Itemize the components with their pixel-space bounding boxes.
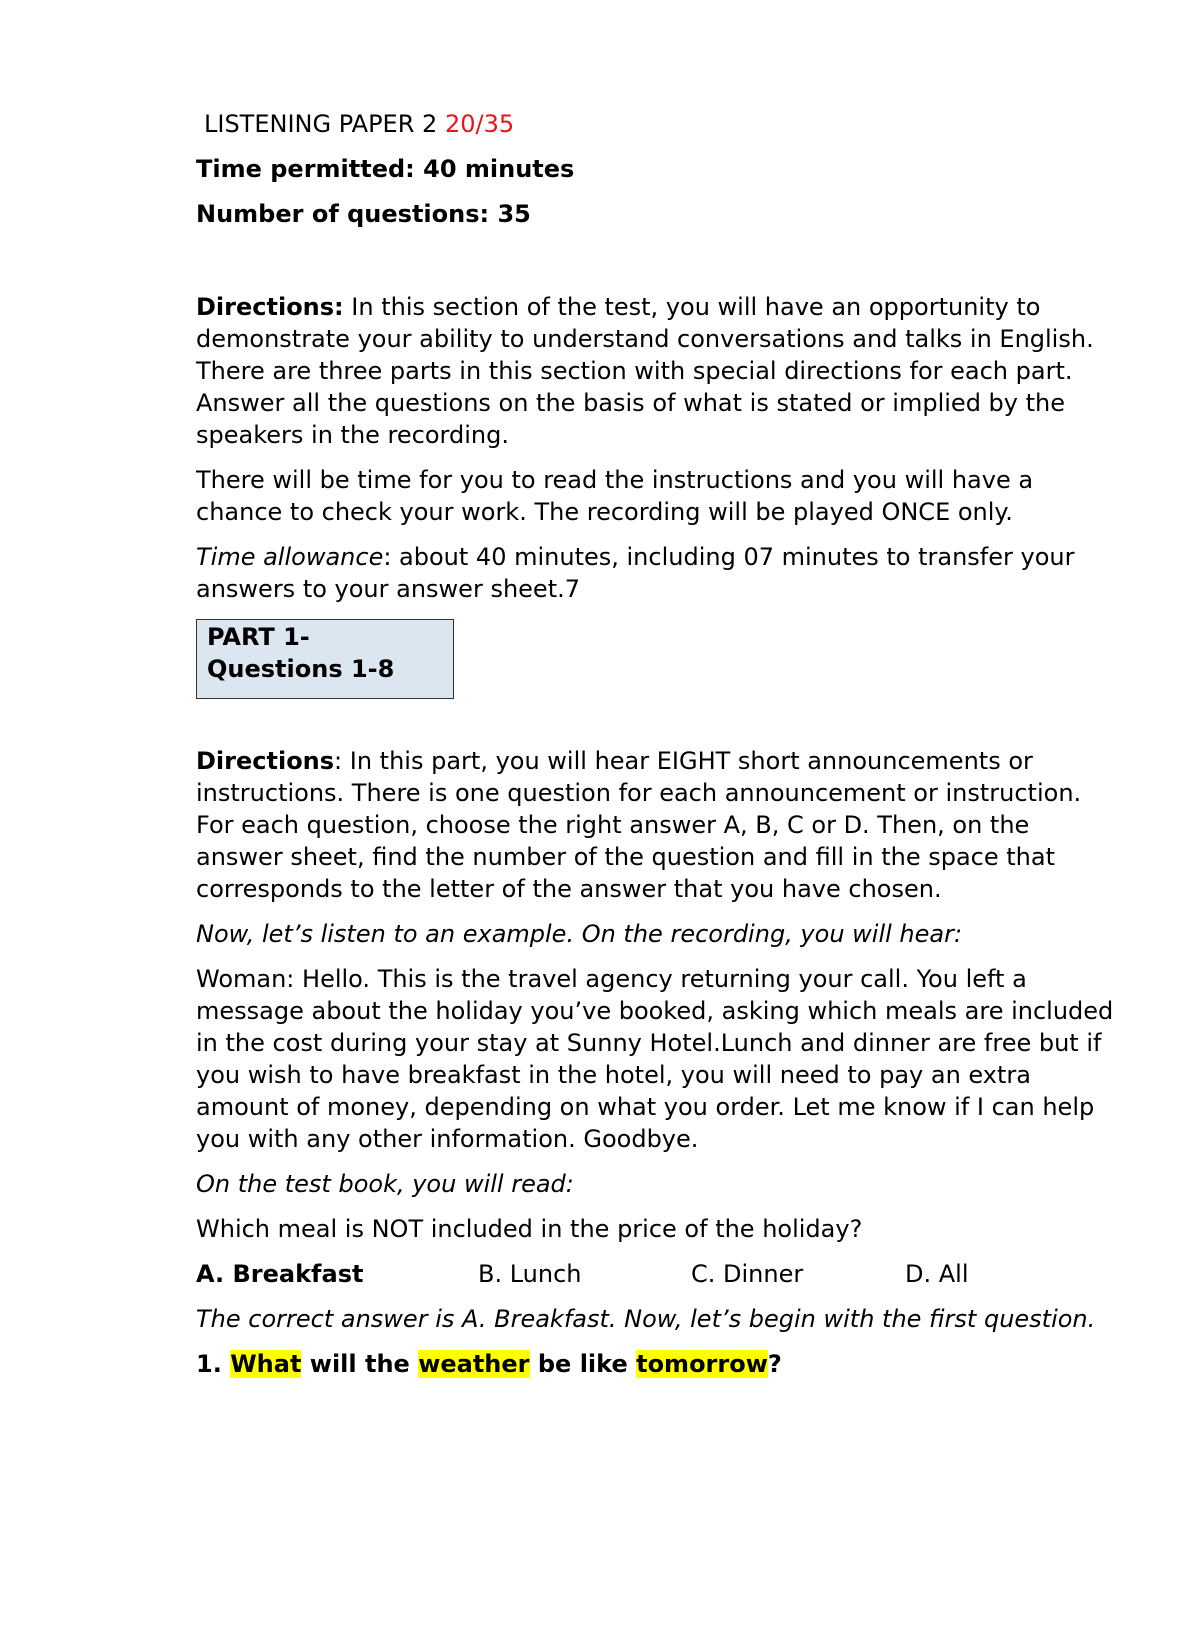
q1-question-mark: ? (767, 1350, 782, 1378)
example-intro: Now, let’s listen to an example. On the recording, you will hear: (196, 920, 963, 948)
part1-questions-range: Questions 1-8 (207, 655, 395, 683)
part1-heading: PART 1- (207, 623, 310, 651)
time-permitted: Time permitted: 40 minutes (196, 155, 575, 183)
part1-directions (196, 745, 1116, 905)
part1-directions-text: : In this part, you will hear EIGHT short announcements or instructions. There is one question for each announcement or instruction. For each question, choose the right answer A, B, C or D. Then, on the answer sheet, find the number of the question and fill in the space that corresponds to the letter of the answer that you have chosen. (196, 747, 1082, 903)
highlight-what: What (230, 1350, 302, 1378)
highlight-weather: weather (418, 1350, 530, 1378)
example-question: Which meal is NOT included in the price of the holiday? (196, 1215, 863, 1243)
title-text: LISTENING PAPER 2 (204, 110, 438, 138)
question-1 (196, 1348, 1116, 1380)
option-b: B. Lunch (478, 1260, 582, 1288)
q1-text-b: be like (537, 1350, 628, 1378)
paper-title (204, 108, 1116, 140)
directions-text: In this section of the test, you will have an opportunity to demonstrate your ability to understand conversations and talks in English. There are three parts in this section with special directions for each part. Answer all the questions on the basis of what is stated or implied by the speakers in the recording. (196, 293, 1094, 449)
example-options (196, 1258, 1116, 1290)
time-allowance-paragraph (196, 541, 1116, 605)
q1-text-a: will the (309, 1350, 410, 1378)
question-1-number: 1. (196, 1350, 222, 1378)
time-allowance-label: Time allowance (196, 543, 384, 571)
test-book-intro: On the test book, you will read: (196, 1170, 574, 1198)
directions-label: Directions: (196, 293, 344, 321)
example-transcript: Woman: Hello. This is the travel agency returning your call. You left a message about the holiday you’ve booked, asking which meals are included in the cost during your stay at Sunny Hotel.Lunch and dinner are free but if you wish to have breakfast in the hotel, you will need to pay an extra amount of money, depending on what you order. Let me know if I can help you with any other information. Goodbye. (196, 965, 1114, 1153)
directions-paragraph (196, 291, 1116, 451)
number-of-questions: Number of questions: 35 (196, 200, 531, 228)
option-c: C. Dinner (691, 1260, 804, 1288)
document-content (196, 108, 1116, 1380)
instructions-paragraph: There will be time for you to read the instructions and you will have a chance to check your work. The recording will be played ONCE only. (196, 466, 1034, 526)
time-allowance-text: : about 40 minutes, including 07 minutes to transfer your answers to your answer sheet.7 (196, 543, 1075, 603)
option-d: D. All (905, 1260, 969, 1288)
correct-answer-note: The correct answer is A. Breakfast. Now, let’s begin with the first question. (196, 1305, 1096, 1333)
part1-heading-box (196, 619, 454, 699)
highlight-tomorrow: tomorrow (636, 1350, 768, 1378)
option-a: A. Breakfast (196, 1260, 364, 1288)
score: 20/35 (444, 110, 515, 138)
part1-directions-label: Directions (196, 747, 335, 775)
